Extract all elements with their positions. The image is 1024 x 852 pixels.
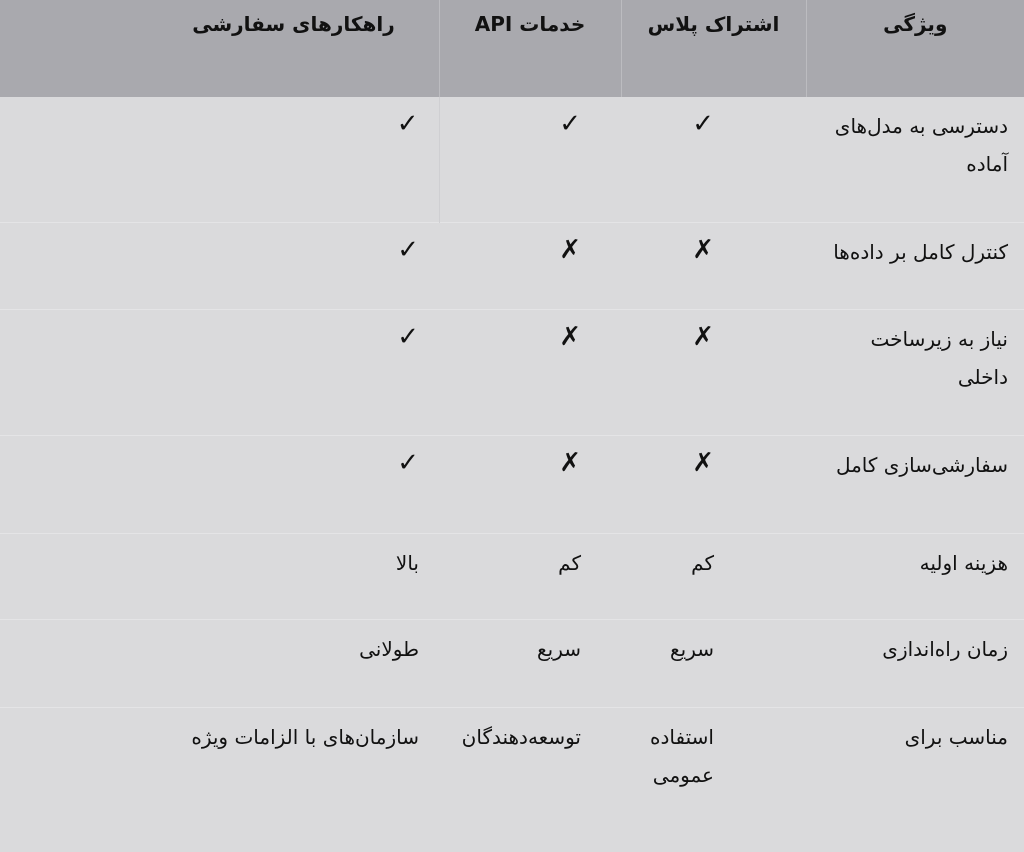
table-row	[0, 310, 1024, 436]
row-feature-label: دسترسی به مدل‌های آماده	[806, 97, 1024, 223]
table-row	[0, 534, 1024, 620]
cell-custom	[0, 708, 439, 852]
cross-icon: ✗	[559, 318, 581, 356]
cell-plus	[621, 310, 806, 436]
cross-icon: ✗	[559, 231, 581, 269]
table-row	[0, 620, 1024, 708]
cell-api	[439, 436, 621, 534]
cell-custom	[0, 620, 439, 708]
check-icon: ✓	[559, 105, 581, 143]
cell-value: کم	[691, 551, 714, 575]
row-feature-label: مناسب برای	[806, 708, 1024, 852]
cell-value: استفاده عمومی	[650, 725, 714, 787]
cell-value: سازمان‌های با الزامات ویژه	[191, 725, 419, 749]
table-row	[0, 708, 1024, 852]
header-feature: ویژگی	[806, 0, 1024, 97]
header-api-services: خدمات API	[439, 0, 621, 97]
cell-value: سریع	[537, 637, 581, 661]
cell-api	[439, 534, 621, 620]
cross-icon: ✗	[692, 231, 714, 269]
cell-plus	[621, 223, 806, 310]
cell-plus	[621, 97, 806, 223]
row-feature-label: هزینه اولیه	[806, 534, 1024, 620]
cross-icon: ✗	[559, 444, 581, 482]
cell-plus	[621, 620, 806, 708]
cell-custom	[0, 223, 439, 310]
cell-custom	[0, 310, 439, 436]
check-icon: ✓	[692, 105, 714, 143]
cell-api	[439, 620, 621, 708]
cell-value: سریع	[670, 637, 714, 661]
table-header-row	[0, 0, 1024, 97]
cell-custom	[0, 97, 439, 223]
check-icon: ✓	[397, 318, 419, 356]
cell-value: توسعه‌دهندگان	[462, 725, 581, 749]
table-row	[0, 436, 1024, 534]
cross-icon: ✗	[692, 318, 714, 356]
row-feature-label: نیاز به زیرساخت داخلی	[806, 310, 1024, 436]
cross-icon: ✗	[692, 444, 714, 482]
cell-api	[439, 97, 621, 223]
cell-api	[439, 223, 621, 310]
cell-custom	[0, 534, 439, 620]
table-row	[0, 223, 1024, 310]
header-custom-solutions	[0, 0, 439, 97]
row-feature-label: سفارشی‌سازی کامل	[806, 436, 1024, 534]
cell-api	[439, 708, 621, 852]
check-icon: ✓	[397, 105, 419, 143]
cell-custom	[0, 436, 439, 534]
cell-value: طولانی	[359, 637, 419, 661]
cell-plus	[621, 534, 806, 620]
cell-plus	[621, 436, 806, 534]
check-icon: ✓	[397, 444, 419, 482]
cell-value: بالا	[396, 551, 419, 575]
header-custom-solutions-label: راهکارهای سفارشی	[149, 12, 439, 36]
cell-value: کم	[558, 551, 581, 575]
check-icon: ✓	[397, 231, 419, 269]
row-feature-label: زمان راه‌اندازی	[806, 620, 1024, 708]
row-feature-label: کنترل کامل بر داده‌ها	[806, 223, 1024, 310]
header-plus-subscription: اشتراک پلاس	[621, 0, 806, 97]
cell-plus	[621, 708, 806, 852]
cell-api	[439, 310, 621, 436]
table-row	[0, 97, 1024, 223]
